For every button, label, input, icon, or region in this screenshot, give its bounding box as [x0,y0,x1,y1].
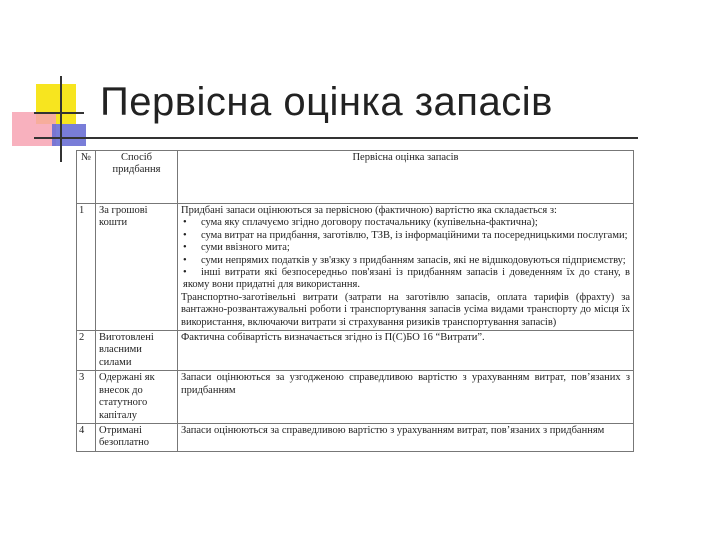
row-valuation: Запаси оцінюються за узгодженою справедливою вартістю з урахуванням витрат, пов’язаних з придбанням [178,371,634,424]
decor-short-line [34,112,84,114]
row-valuation [178,204,634,331]
list-item: • інші витрати які безпосередньо пов'язані із придбанням запасів і доведенням їх до стану, в якому вони придатні для використання. [183,267,630,291]
decor-pink-square [12,112,56,146]
valuation-intro: Придбані запаси оцінюються за первісною (фактичною) вартістю яка складається з: [181,205,557,216]
row-method: Отримані безоплатно [96,423,178,451]
table-row [77,423,634,451]
list-item: • суми непрямих податків у зв'язку з придбанням запасів, які не відшкодовуються підприємству; [183,254,626,266]
list-item: • сума яку сплачуємо згідно договору постачальнику (купівельна-фактична); [183,217,538,229]
row-valuation: Фактична собівартість визначається згідно із П(С)БО 16 “Витрати”. [178,331,634,371]
table-header-row [77,151,634,204]
row-method: Виготовлені власними силами [96,331,178,371]
table-row [77,204,634,331]
row-num: 4 [77,423,96,451]
row-num: 3 [77,371,96,424]
slide-title: Первісна оцінка запасів [100,80,553,124]
row-method: За грошові кошти [96,204,178,331]
table-row [77,331,634,371]
header-method: Спосіб придбання [96,151,178,204]
row-num: 2 [77,331,96,371]
row-num: 1 [77,204,96,331]
decor-blue-square [52,124,86,146]
decor-vertical-line [60,76,62,162]
list-item: • суми ввізного мита; [183,242,290,254]
inventory-valuation-table [76,150,634,452]
title-underline [34,137,638,139]
header-num: № [77,151,96,204]
row-method: Одержані як внесок до статутного капіталу [96,371,178,424]
table-row [77,371,634,424]
valuation-outro: Транспортно-заготівельні витрати (затрати на заготівлю запасів, оплата тарифів (фрахту) за вантажно-розвантажувальні роботи і транспортування запасів усіма видами транспорту до місця їх використання, включаючи витрати зі страхування ризиків транспортування запасів) [181,291,630,328]
list-item: • сума витрат на придбання, заготівлю, ТЗВ, із інформаційними та посередницькими послугами; [183,229,628,241]
row-valuation: Запаси оцінюються за справедливою вартістю з урахуванням витрат, пов’язаних з придбанням [178,423,634,451]
header-valuation: Первісна оцінка запасів [178,151,634,204]
